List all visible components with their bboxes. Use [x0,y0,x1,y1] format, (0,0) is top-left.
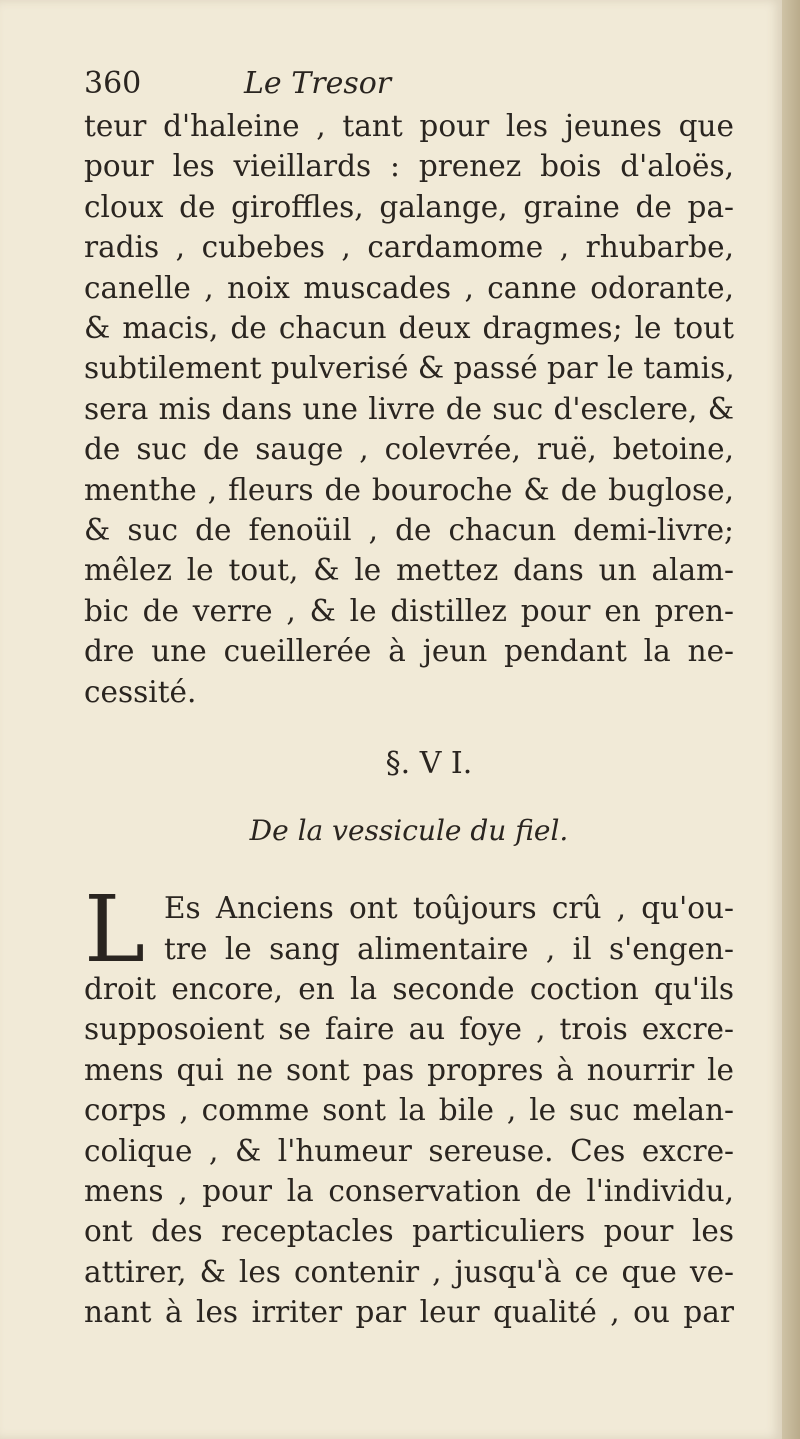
page-header [84,66,734,106]
text-line: Es Anciens ont toûjours crû , qu'ou- [164,891,734,926]
text-line: & macis, de chacun deux dragmes; le tout [84,311,734,346]
text-line: corps , comme sont la bile , le suc melan- [84,1093,734,1128]
text-line: mens , pour la conservation de l'individu, [84,1173,734,1208]
page-text [84,66,734,1333]
text-line: supposoient se faire au foye , trois excre- [84,1012,734,1047]
text-line: droit encore, en la seconde coction qu'ils [84,971,734,1006]
text-line: teur d'haleine , tant pour les jeunes que [84,109,734,143]
text-line: cloux de giroffles, galange, graine de pa- [84,189,734,224]
text-line: mêlez le tout, & le mettez dans un alam- [84,553,734,588]
text-line: radis , cubebes , cardamome , rhubarbe, [84,230,734,265]
page-edge [782,0,800,1439]
text-line: bic de verre , & le distillez pour en pren- [84,593,734,628]
paragraph-1 [84,106,734,712]
drop-cap: L [84,876,146,984]
text-line: sera mis dans une livre de suc d'esclere, & [84,391,734,426]
text-line: pour les vieillards : prenez bois d'aloës, [84,149,734,184]
text-line: subtilement pulverisé & passé par le tamis, [84,351,735,386]
text-line: mens qui ne sont pas propres à nourrir le [84,1052,734,1087]
running-title: Le Tresor [244,66,392,101]
text-line: menthe , fleurs de bouroche & de buglose, [84,472,734,507]
page-number: 360 [84,66,142,101]
text-line: de suc de sauge , colevrée, ruë, betoine, [84,432,734,467]
text-line: canelle , noix muscades , canne odorante, [84,270,734,305]
text-line: cessité. [84,674,197,709]
text-line: colique , & l'humeur sereuse. Ces excre- [84,1133,734,1168]
text-line: attirer, & les contenir , jusqu'à ce que ve- [84,1254,734,1289]
section-number: §. V I. [385,746,473,782]
text-line: ont des receptacles particuliers pour les [84,1214,734,1249]
section-title: De la vessicule du fiel. [249,814,569,848]
text-line: nant à les irriter par leur qualité , ou par [84,1295,734,1330]
text-line: & suc de fenoüil , de chacun demi-livre; [84,513,734,548]
paragraph-2 [84,876,734,1332]
text-line: tre le sang alimentaire , il s'engen- [164,931,734,966]
text-line: dre une cueillerée à jeun pendant la ne- [84,634,734,669]
